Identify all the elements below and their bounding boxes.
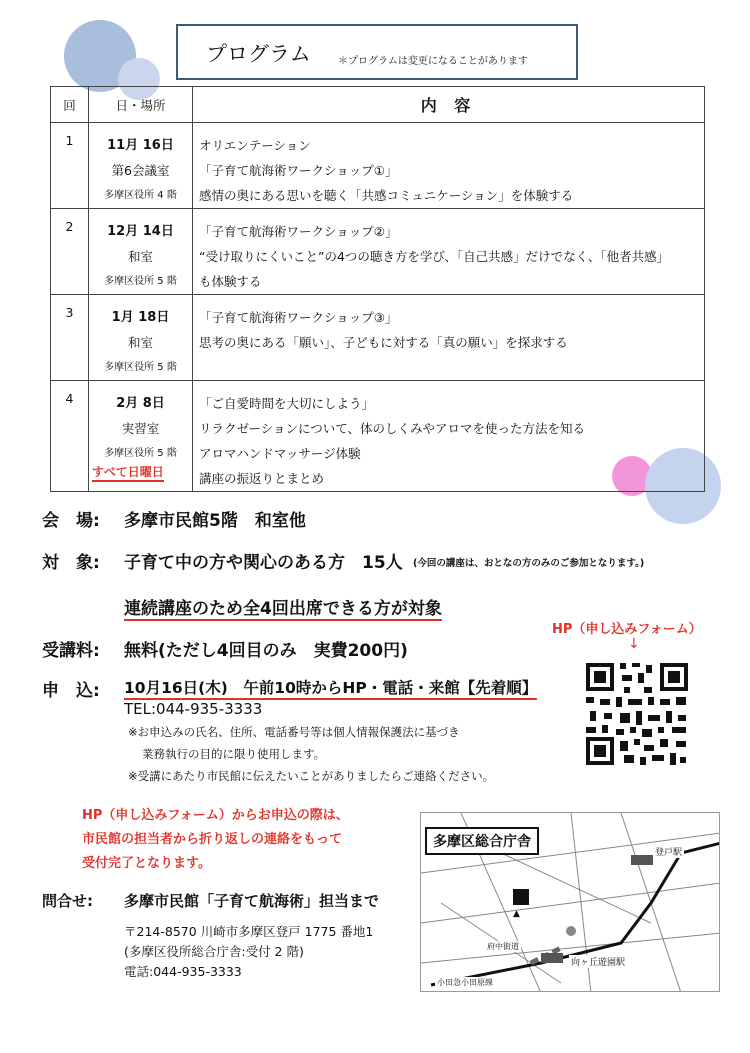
apply-value: 10月16日(木) 午前10時からHP・電話・来館【先着順】 xyxy=(124,676,537,700)
content-line: 「子育て航海術ワークショップ③」 xyxy=(199,310,398,325)
inquiry-tel: 電話:044-935-3333 xyxy=(124,964,242,979)
session-content xyxy=(193,123,705,209)
session-number: 2 xyxy=(51,209,89,295)
session-building: 多摩区役所 5 階 xyxy=(104,276,177,287)
map-pin-icon: ▲ xyxy=(513,909,520,919)
content-line: 思考の奥にある「願い」、子どもに対する「真の願い」を探求する xyxy=(199,335,568,350)
session-number: 4 xyxy=(51,381,89,492)
content-line: 感情の奥にある思いを聴く「共感コミュニケーション」を体験する xyxy=(199,188,574,203)
session-room: 和室 xyxy=(127,249,153,264)
table-row xyxy=(51,123,705,209)
session-number: 1 xyxy=(51,123,89,209)
attendance-condition: 連続講座のため全4回出席できる方が対象 xyxy=(124,594,442,621)
session-date: 12月 14日 xyxy=(107,224,174,239)
session-date: 1月 18日 xyxy=(111,310,170,325)
table-row xyxy=(51,295,705,381)
session-date-place xyxy=(89,209,193,295)
content-line: オリエンテーション xyxy=(199,138,311,153)
inquiry-address: 〒214-8570 川崎市多摩区登戸 1775 番地1 xyxy=(124,924,374,939)
all-sundays-note: すべて日曜日 xyxy=(92,463,164,482)
table-row xyxy=(51,209,705,295)
fee-value: 無料(ただし4回目のみ 実費200円) xyxy=(124,641,408,661)
inquiry-value: 多摩市民館「子育て航海術」担当まで xyxy=(124,892,380,910)
venue-label: 会 場: xyxy=(42,511,100,531)
header-date: 日・場所 xyxy=(89,87,193,123)
session-building: 多摩区役所 4 階 xyxy=(104,190,177,201)
session-date: 11月 16日 xyxy=(107,138,174,153)
program-table xyxy=(50,86,705,492)
privacy-note-1: ※お申込みの氏名、住所、電話番号等は個人情報保護法に基づき xyxy=(128,725,460,739)
apply-label: 申 込: xyxy=(42,681,100,701)
inquiry-label: 問合せ: xyxy=(42,892,93,910)
header-content: 内 容 xyxy=(193,87,705,123)
session-building: 多摩区役所 5 階 xyxy=(104,448,177,459)
program-change-note: ＊プログラムは変更になることがあります xyxy=(338,56,528,67)
map-station-noborito: 登戸駅 xyxy=(653,845,684,858)
target-label: 対 象: xyxy=(42,553,100,573)
content-line: 講座の振返りとまとめ xyxy=(199,471,325,486)
page-title: プログラム xyxy=(206,42,311,66)
content-line: アロマハンドマッサージ体験 xyxy=(199,446,361,461)
session-date-place xyxy=(89,123,193,209)
qr-code[interactable] xyxy=(584,661,690,767)
fee-label: 受講料: xyxy=(42,641,100,661)
callback-line: HP（申し込みフォーム）からお申込の際は、 xyxy=(82,808,349,823)
session-content xyxy=(193,295,705,381)
content-line: リラクゼーションについて、体のしくみやアロマを使った方法を知る xyxy=(199,421,586,436)
callback-line: 受付完了となります。 xyxy=(82,856,211,871)
content-line: 「子育て航海術ワークショップ①」 xyxy=(199,163,398,178)
apply-tel: TEL:044-935-3333 xyxy=(124,700,263,718)
venue-value: 多摩市民館5階 和室他 xyxy=(124,511,306,531)
session-date-place xyxy=(89,295,193,381)
session-date: 2月 8日 xyxy=(116,396,165,411)
session-content xyxy=(193,209,705,295)
session-building: 多摩区役所 5 階 xyxy=(104,362,177,373)
session-content xyxy=(193,381,705,492)
content-line: “受け取りにくいこと”の4つの聴き方を学び、「自己共感」だけでなく、「他者共感」 xyxy=(199,249,670,264)
map-station-mukogaoka: 向ヶ丘遊園駅 xyxy=(569,955,627,968)
program-title-box xyxy=(176,24,578,80)
session-number: 3 xyxy=(51,295,89,381)
session-room: 実習室 xyxy=(121,421,160,436)
down-arrow-icon: ↓ xyxy=(628,636,640,652)
privacy-note-2: 業務執行の目的に限り使用します。 xyxy=(142,747,326,761)
content-line: 「子育て航海術ワークショップ②」 xyxy=(199,224,398,239)
callback-line: 市民館の担当者から折り返しの連絡をもって xyxy=(82,832,343,847)
map-title: 多摩区総合庁舎 xyxy=(425,827,539,855)
header-num: 回 xyxy=(51,87,89,123)
map-railway-line: 小田急小田原線 xyxy=(437,978,493,987)
callback-note xyxy=(82,804,349,876)
map-road: 府中街道 xyxy=(487,942,519,951)
target-value: 子育て中の方や関心のある方 15人 xyxy=(124,553,403,573)
content-line: 「ご自愛時間を大切にしよう」 xyxy=(199,396,375,411)
access-map[interactable] xyxy=(420,812,720,992)
contact-request-note: ※受講にあたり市民館に伝えたいことがありましたらご連絡ください。 xyxy=(128,769,495,783)
session-room: 第6会議室 xyxy=(111,163,170,178)
inquiry-office: (多摩区役所総合庁舎:受付 2 階) xyxy=(124,944,304,959)
table-header-row xyxy=(51,87,705,123)
hp-form-label: HP（申し込みフォーム） xyxy=(552,622,702,637)
content-line: も体験する xyxy=(199,274,262,289)
session-room: 和室 xyxy=(127,335,153,350)
target-note: (今回の講座は、おとなの方のみのご参加となります。) xyxy=(413,558,645,569)
